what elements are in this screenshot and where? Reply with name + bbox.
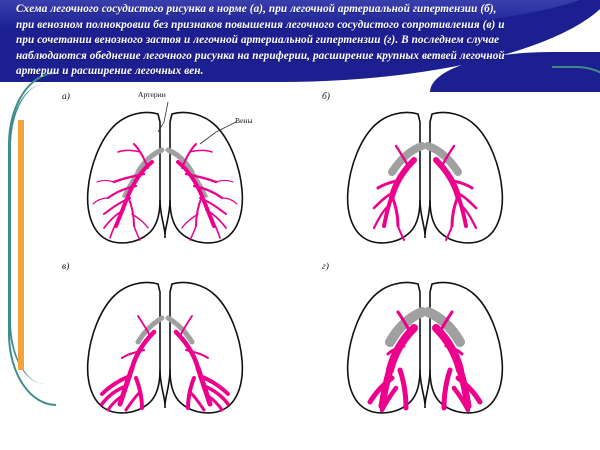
- lung-diagram-b: [300, 88, 560, 258]
- caption-line-2: при венозном полнокровии без признаков повышения легочного сосудистого сопротивления (в) и: [16, 18, 505, 31]
- caption-line-5: артерии и расширение легочных вен.: [16, 65, 204, 78]
- figure-panel-v: [40, 258, 300, 428]
- figure-panel-b: [300, 88, 560, 258]
- annotation-veins: Вены: [235, 116, 253, 125]
- panel-label-b: б): [322, 92, 330, 102]
- caption-line-4: наблюдаются обеднение легочного рисунка на периферии, расширение крупных ветвей легочной: [16, 49, 505, 62]
- accent-bar: [18, 120, 24, 370]
- lung-diagram-g: [300, 258, 560, 428]
- lung-diagram-v: [40, 258, 300, 428]
- lung-diagram-a: [40, 88, 300, 258]
- annotation-arteries: Артерии: [138, 90, 166, 99]
- figure-panel-a: [40, 88, 300, 258]
- panel-label-a: а): [62, 92, 70, 102]
- caption-line-3: при сочетании венозного застоя и легочной артериальной гипертензии (г). В последнем случае: [16, 34, 500, 47]
- caption-line-1: Схема легочного сосудистого рисунка в норме (а), при легочной артериальной гипертензии (б),: [16, 3, 497, 15]
- panel-label-v: в): [62, 262, 70, 272]
- slide-caption: [16, 2, 572, 80]
- figure-panel-g: [300, 258, 560, 428]
- panel-label-g: г): [322, 262, 329, 272]
- figure-area: [40, 88, 560, 428]
